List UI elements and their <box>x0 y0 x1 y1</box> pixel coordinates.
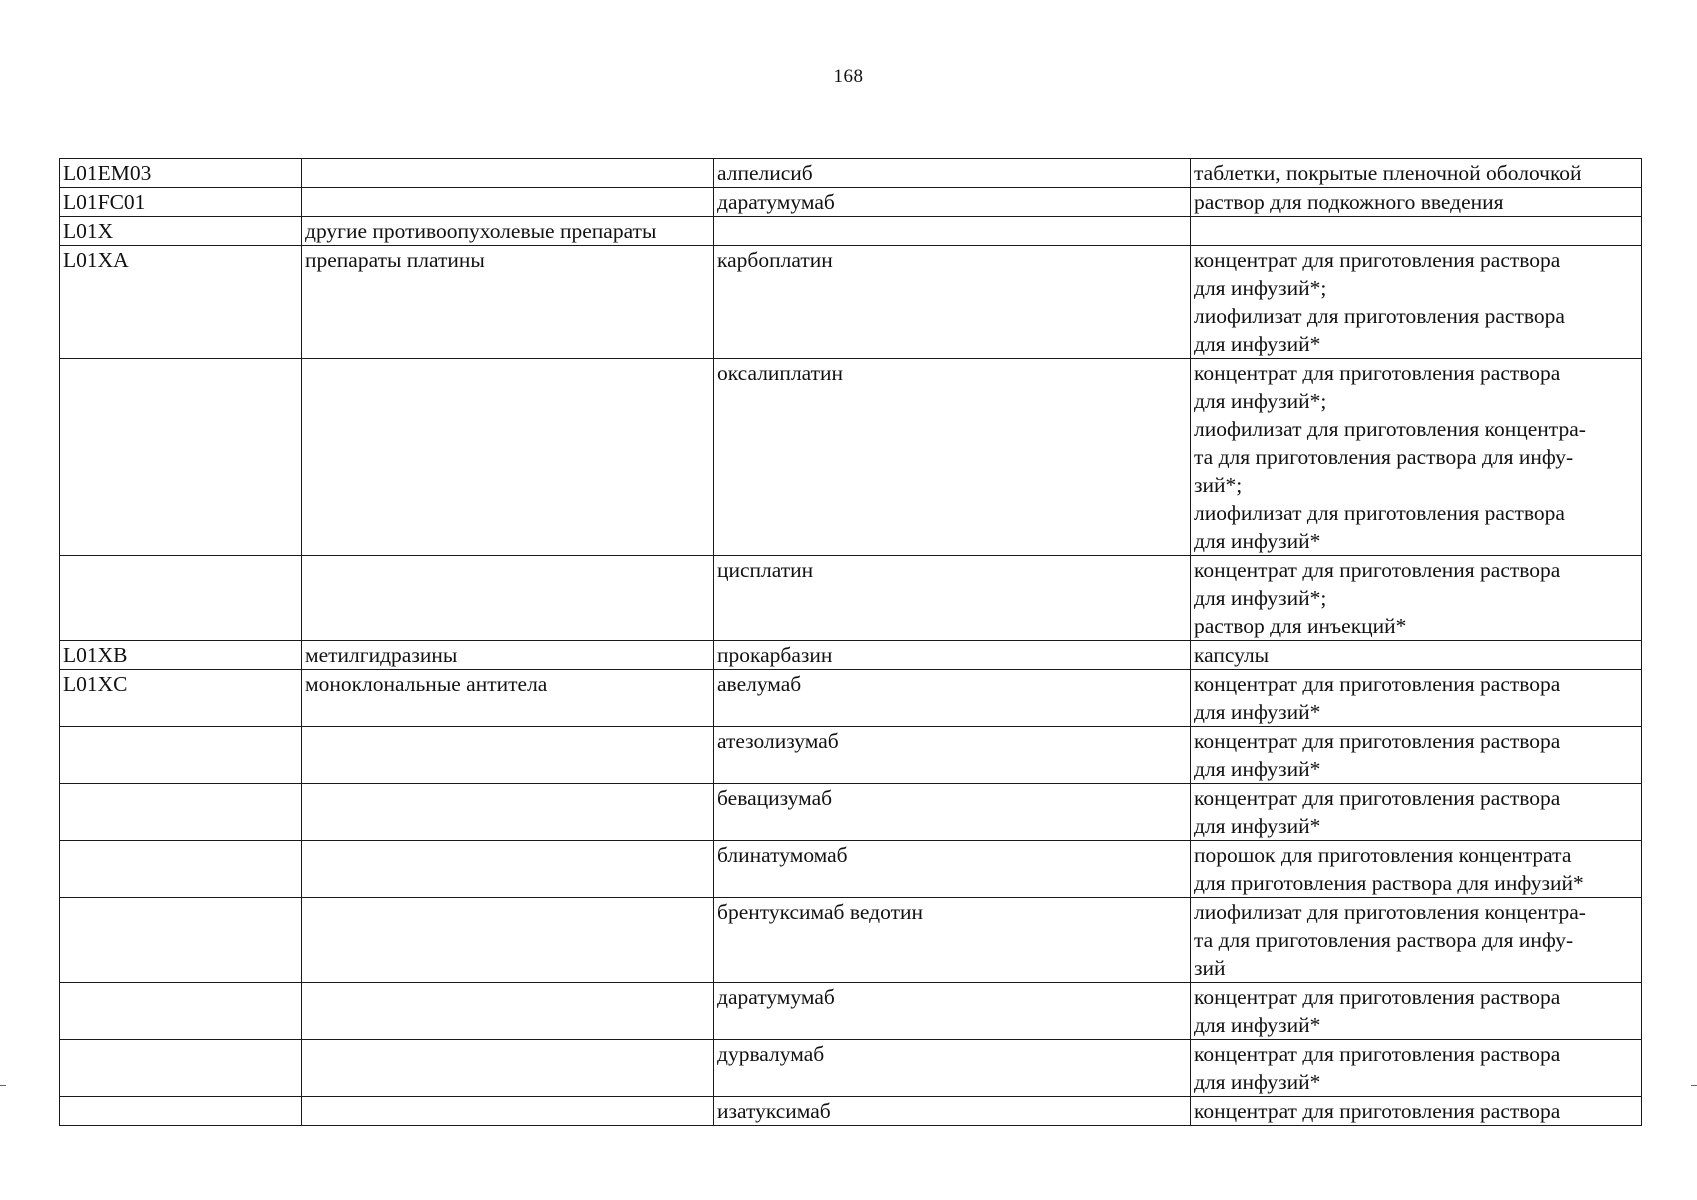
right-edge-mark <box>1691 1085 1697 1086</box>
dosage-form-cell: концентрат для приготовления раствора для инфузий*; лиофилизат для приготовления концентра- та для приготовления раствора для инфу- зий*; лиофилизат для приготовления раствора для инфузий* <box>1191 359 1642 556</box>
dosage-form-cell <box>1191 217 1642 246</box>
table-row <box>60 841 1642 898</box>
table-row <box>60 188 1642 217</box>
atc-code-cell <box>60 727 302 784</box>
group-name-cell <box>302 359 714 556</box>
drug-name-cell: авелумаб <box>714 670 1191 727</box>
atc-code-cell: L01XB <box>60 641 302 670</box>
table-row <box>60 898 1642 983</box>
dosage-form-cell: капсулы <box>1191 641 1642 670</box>
atc-code-cell <box>60 784 302 841</box>
table-row <box>60 1097 1642 1126</box>
table-row <box>60 359 1642 556</box>
drug-name-cell: алпелисиб <box>714 159 1191 188</box>
dosage-form-cell: концентрат для приготовления раствора для инфузий* <box>1191 670 1642 727</box>
drug-name-cell: бевацизумаб <box>714 784 1191 841</box>
drug-name-cell: блинатумомаб <box>714 841 1191 898</box>
atc-code-cell: L01XA <box>60 246 302 359</box>
drug-name-cell <box>714 217 1191 246</box>
atc-code-cell <box>60 359 302 556</box>
table-row <box>60 556 1642 641</box>
atc-code-cell <box>60 1097 302 1126</box>
dosage-form-cell: концентрат для приготовления раствора для инфузий* <box>1191 727 1642 784</box>
dosage-form-cell: концентрат для приготовления раствора для инфузий*; раствор для инъекций* <box>1191 556 1642 641</box>
dosage-form-cell: концентрат для приготовления раствора <box>1191 1097 1642 1126</box>
drug-name-cell: прокарбазин <box>714 641 1191 670</box>
group-name-cell: моноклональные антитела <box>302 670 714 727</box>
atc-code-cell <box>60 841 302 898</box>
group-name-cell: метилгидразины <box>302 641 714 670</box>
drug-name-cell: цисплатин <box>714 556 1191 641</box>
table-row <box>60 983 1642 1040</box>
group-name-cell <box>302 1040 714 1097</box>
atc-code-cell: L01X <box>60 217 302 246</box>
dosage-form-cell: раствор для подкожного введения <box>1191 188 1642 217</box>
group-name-cell <box>302 983 714 1040</box>
group-name-cell <box>302 784 714 841</box>
drug-name-cell: даратумумаб <box>714 983 1191 1040</box>
atc-code-cell: L01FC01 <box>60 188 302 217</box>
table-row <box>60 727 1642 784</box>
atc-code-cell <box>60 983 302 1040</box>
group-name-cell: другие противоопухолевые препараты <box>302 217 714 246</box>
drug-name-cell: дурвалумаб <box>714 1040 1191 1097</box>
left-edge-mark <box>0 1085 6 1086</box>
table-row <box>60 1040 1642 1097</box>
group-name-cell <box>302 898 714 983</box>
atc-code-cell <box>60 898 302 983</box>
dosage-form-cell: порошок для приготовления концентрата для приготовления раствора для инфузий* <box>1191 841 1642 898</box>
page-number: 168 <box>833 66 864 87</box>
dosage-form-cell: концентрат для приготовления раствора для инфузий*; лиофилизат для приготовления раствора для инфузий* <box>1191 246 1642 359</box>
group-name-cell <box>302 727 714 784</box>
table-row <box>60 784 1642 841</box>
group-name-cell: препараты платины <box>302 246 714 359</box>
table-row <box>60 159 1642 188</box>
group-name-cell <box>302 556 714 641</box>
table-row <box>60 217 1642 246</box>
atc-code-cell <box>60 1040 302 1097</box>
dosage-form-cell: концентрат для приготовления раствора для инфузий* <box>1191 1040 1642 1097</box>
dosage-form-cell: концентрат для приготовления раствора для инфузий* <box>1191 983 1642 1040</box>
drug-name-cell: брентуксимаб ведотин <box>714 898 1191 983</box>
group-name-cell <box>302 159 714 188</box>
atc-code-cell: L01XC <box>60 670 302 727</box>
table-row <box>60 246 1642 359</box>
drug-name-cell: карбоплатин <box>714 246 1191 359</box>
table-row <box>60 670 1642 727</box>
drug-name-cell: изатуксимаб <box>714 1097 1191 1126</box>
atc-code-cell <box>60 556 302 641</box>
atc-code-cell: L01EM03 <box>60 159 302 188</box>
drug-table <box>59 158 1642 1126</box>
table-row <box>60 641 1642 670</box>
drug-name-cell: атезолизумаб <box>714 727 1191 784</box>
dosage-form-cell: лиофилизат для приготовления концентра- та для приготовления раствора для инфу- зий <box>1191 898 1642 983</box>
group-name-cell <box>302 841 714 898</box>
dosage-form-cell: концентрат для приготовления раствора для инфузий* <box>1191 784 1642 841</box>
group-name-cell <box>302 188 714 217</box>
drug-name-cell: оксалиплатин <box>714 359 1191 556</box>
drug-name-cell: даратумумаб <box>714 188 1191 217</box>
group-name-cell <box>302 1097 714 1126</box>
dosage-form-cell: таблетки, покрытые пленочной оболочкой <box>1191 159 1642 188</box>
